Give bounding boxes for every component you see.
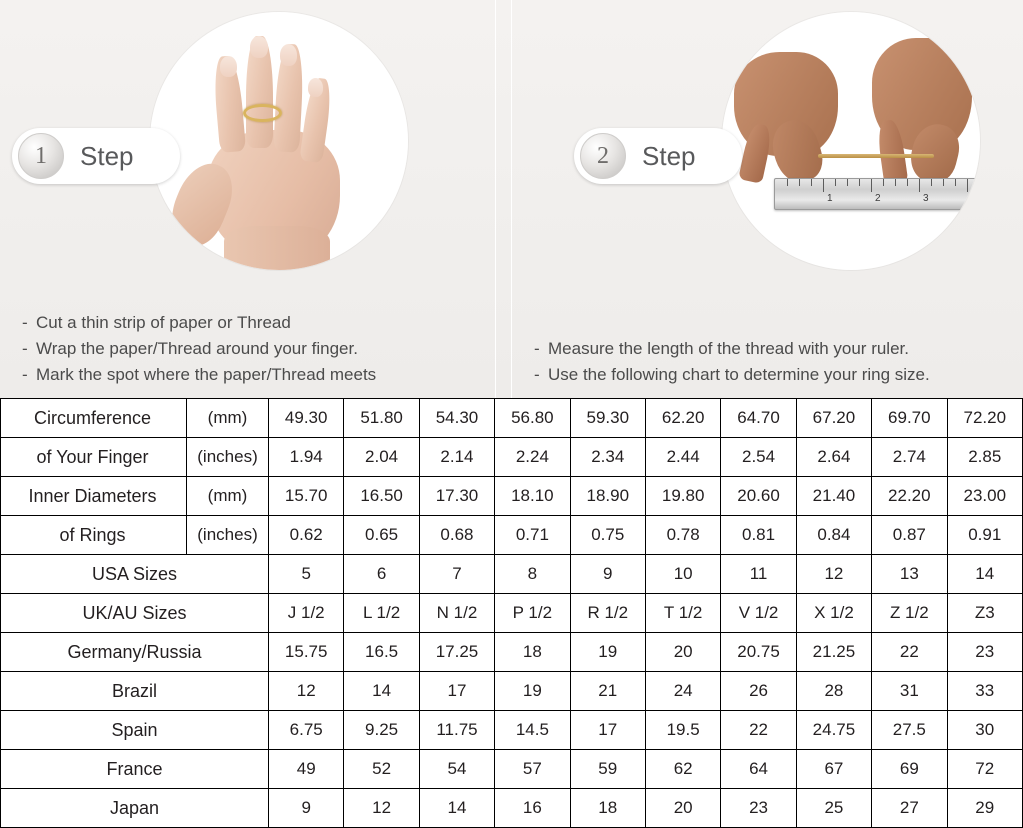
table-row <box>1 711 1023 750</box>
cell: 2.34 <box>570 438 645 477</box>
cell: 5 <box>269 555 344 594</box>
cell: 19.5 <box>645 711 720 750</box>
step-1-bullet-1: - Cut a thin strip of paper or Thread <box>22 313 291 332</box>
cell: 54 <box>419 750 494 789</box>
row-label-usa-sizes: USA Sizes <box>1 555 269 594</box>
cell: 19 <box>570 633 645 672</box>
cell: 24.75 <box>796 711 871 750</box>
table-row <box>1 399 1023 438</box>
step-2-bullet-1: - Measure the length of the thread with your ruler. <box>534 339 909 358</box>
cell: 54.30 <box>419 399 494 438</box>
cell: 62.20 <box>645 399 720 438</box>
cell: 20.75 <box>721 633 796 672</box>
cell: 7 <box>419 555 494 594</box>
cell: 23.00 <box>947 477 1022 516</box>
cell: 21.40 <box>796 477 871 516</box>
cell: 13 <box>872 555 947 594</box>
cell: 69 <box>872 750 947 789</box>
table-row <box>1 516 1023 555</box>
cell: 27 <box>872 789 947 828</box>
cell: 2.74 <box>872 438 947 477</box>
cell: 14 <box>947 555 1022 594</box>
row-unit-mm: (mm) <box>187 477 269 516</box>
cell: Z3 <box>947 594 1022 633</box>
step-2-panel <box>511 0 1023 398</box>
table-row <box>1 594 1023 633</box>
ring-band-icon <box>243 104 282 122</box>
cell: 22.20 <box>872 477 947 516</box>
cell: 31 <box>872 672 947 711</box>
cell: 67 <box>796 750 871 789</box>
cell: 49 <box>269 750 344 789</box>
cell: N 1/2 <box>419 594 494 633</box>
row-label-circumference-1: Circumference <box>1 399 187 438</box>
steps-section <box>0 0 1023 398</box>
cell: 17.30 <box>419 477 494 516</box>
cell: 72.20 <box>947 399 1022 438</box>
cell: 2.85 <box>947 438 1022 477</box>
row-label-france: France <box>1 750 269 789</box>
ruler-number-2: 2 <box>875 193 881 204</box>
cell: 0.91 <box>947 516 1022 555</box>
cell: 72 <box>947 750 1022 789</box>
row-label-brazil: Brazil <box>1 672 269 711</box>
cell: 59 <box>570 750 645 789</box>
cell: 23 <box>721 789 796 828</box>
row-label-circumference-2: of Your Finger <box>1 438 187 477</box>
cell: 64 <box>721 750 796 789</box>
cell: 19.80 <box>645 477 720 516</box>
cell: 16.50 <box>344 477 419 516</box>
cell: 52 <box>344 750 419 789</box>
cell: 2.04 <box>344 438 419 477</box>
row-label-inner-diameters-1: Inner Diameters <box>1 477 187 516</box>
step-2-bullet-2: - Use the following chart to determine your ring size. <box>534 365 930 384</box>
cell: 51.80 <box>344 399 419 438</box>
cell: 21.25 <box>796 633 871 672</box>
table-row <box>1 555 1023 594</box>
cell: 16 <box>495 789 570 828</box>
cell: 2.14 <box>419 438 494 477</box>
cell: 6.75 <box>269 711 344 750</box>
cell: 59.30 <box>570 399 645 438</box>
table-row <box>1 750 1023 789</box>
ruler-number-1: 1 <box>827 193 833 204</box>
step-1-badge <box>12 128 180 184</box>
cell: 56.80 <box>495 399 570 438</box>
cell: 0.75 <box>570 516 645 555</box>
cell: 0.65 <box>344 516 419 555</box>
cell: 0.87 <box>872 516 947 555</box>
cell: 19 <box>495 672 570 711</box>
cell: 20 <box>645 633 720 672</box>
cell: 2.24 <box>495 438 570 477</box>
cell: R 1/2 <box>570 594 645 633</box>
cell: 6 <box>344 555 419 594</box>
thread-icon <box>818 154 934 158</box>
row-label-spain: Spain <box>1 711 269 750</box>
cell: 30 <box>947 711 1022 750</box>
table-row <box>1 477 1023 516</box>
cell: 0.84 <box>796 516 871 555</box>
cell: 9 <box>269 789 344 828</box>
step-2-instructions <box>534 336 1013 388</box>
step-2-number: 2 <box>580 133 626 179</box>
cell: 64.70 <box>721 399 796 438</box>
cell: 18 <box>495 633 570 672</box>
cell: 11.75 <box>419 711 494 750</box>
cell: X 1/2 <box>796 594 871 633</box>
cell: 26 <box>721 672 796 711</box>
table-row <box>1 789 1023 828</box>
cell: 11 <box>721 555 796 594</box>
cell: 1.94 <box>269 438 344 477</box>
cell: 49.30 <box>269 399 344 438</box>
row-label-japan: Japan <box>1 789 269 828</box>
cell: 18 <box>570 789 645 828</box>
table-row <box>1 672 1023 711</box>
cell: 0.78 <box>645 516 720 555</box>
cell: 23 <box>947 633 1022 672</box>
cell: 62 <box>645 750 720 789</box>
cell: 17.25 <box>419 633 494 672</box>
table-row <box>1 633 1023 672</box>
cell: 2.54 <box>721 438 796 477</box>
table-row <box>1 438 1023 477</box>
row-unit-inches: (inches) <box>187 516 269 555</box>
cell: L 1/2 <box>344 594 419 633</box>
step-1-instructions <box>22 310 501 388</box>
step-2-badge <box>574 128 742 184</box>
cell: 0.71 <box>495 516 570 555</box>
row-unit-mm: (mm) <box>187 399 269 438</box>
cell: 24 <box>645 672 720 711</box>
cell: 14 <box>344 672 419 711</box>
step-1-bullet-3: - Mark the spot where the paper/Thread meets <box>22 365 377 384</box>
cell: 67.20 <box>796 399 871 438</box>
cell: T 1/2 <box>645 594 720 633</box>
cell: V 1/2 <box>721 594 796 633</box>
cell: 0.62 <box>269 516 344 555</box>
step-1-label: Step <box>80 140 134 171</box>
cell: 57 <box>495 750 570 789</box>
cell: P 1/2 <box>495 594 570 633</box>
cell: 14.5 <box>495 711 570 750</box>
cell: 15.70 <box>269 477 344 516</box>
cell: 14 <box>419 789 494 828</box>
cell: J 1/2 <box>269 594 344 633</box>
cell: 20.60 <box>721 477 796 516</box>
cell: 2.64 <box>796 438 871 477</box>
ring-size-chart-table <box>0 398 1023 828</box>
cell: 10 <box>645 555 720 594</box>
cell: 28 <box>796 672 871 711</box>
cell: 12 <box>344 789 419 828</box>
cell: 9 <box>570 555 645 594</box>
cell: 16.5 <box>344 633 419 672</box>
cell: 15.75 <box>269 633 344 672</box>
cell: 8 <box>495 555 570 594</box>
hand-with-ring-photo <box>150 12 408 270</box>
cell: 22 <box>872 633 947 672</box>
cell: 22 <box>721 711 796 750</box>
step-2-label: Step <box>642 140 696 171</box>
row-label-germany-russia: Germany/Russia <box>1 633 269 672</box>
cell: 17 <box>419 672 494 711</box>
cell: 18.10 <box>495 477 570 516</box>
row-unit-inches: (inches) <box>187 438 269 477</box>
cell: 0.68 <box>419 516 494 555</box>
step-1-number: 1 <box>18 133 64 179</box>
cell: 33 <box>947 672 1022 711</box>
cell: 12 <box>796 555 871 594</box>
step-1-bullet-2: - Wrap the paper/Thread around your finger. <box>22 339 358 358</box>
row-label-inner-diameters-2: of Rings <box>1 516 187 555</box>
step-1-panel <box>0 0 511 398</box>
hand-measuring-thread-with-ruler-photo <box>722 12 980 270</box>
ruler <box>774 178 980 210</box>
cell: 69.70 <box>872 399 947 438</box>
ruler-number-3: 3 <box>923 193 929 204</box>
cell: 17 <box>570 711 645 750</box>
row-label-uk-au-sizes: UK/AU Sizes <box>1 594 269 633</box>
cell: 21 <box>570 672 645 711</box>
cell: 29 <box>947 789 1022 828</box>
cell: 12 <box>269 672 344 711</box>
cell: 20 <box>645 789 720 828</box>
cell: 25 <box>796 789 871 828</box>
cell: Z 1/2 <box>872 594 947 633</box>
panel-divider <box>495 0 496 398</box>
cell: 18.90 <box>570 477 645 516</box>
cell: 2.44 <box>645 438 720 477</box>
cell: 0.81 <box>721 516 796 555</box>
cell: 9.25 <box>344 711 419 750</box>
cell: 27.5 <box>872 711 947 750</box>
